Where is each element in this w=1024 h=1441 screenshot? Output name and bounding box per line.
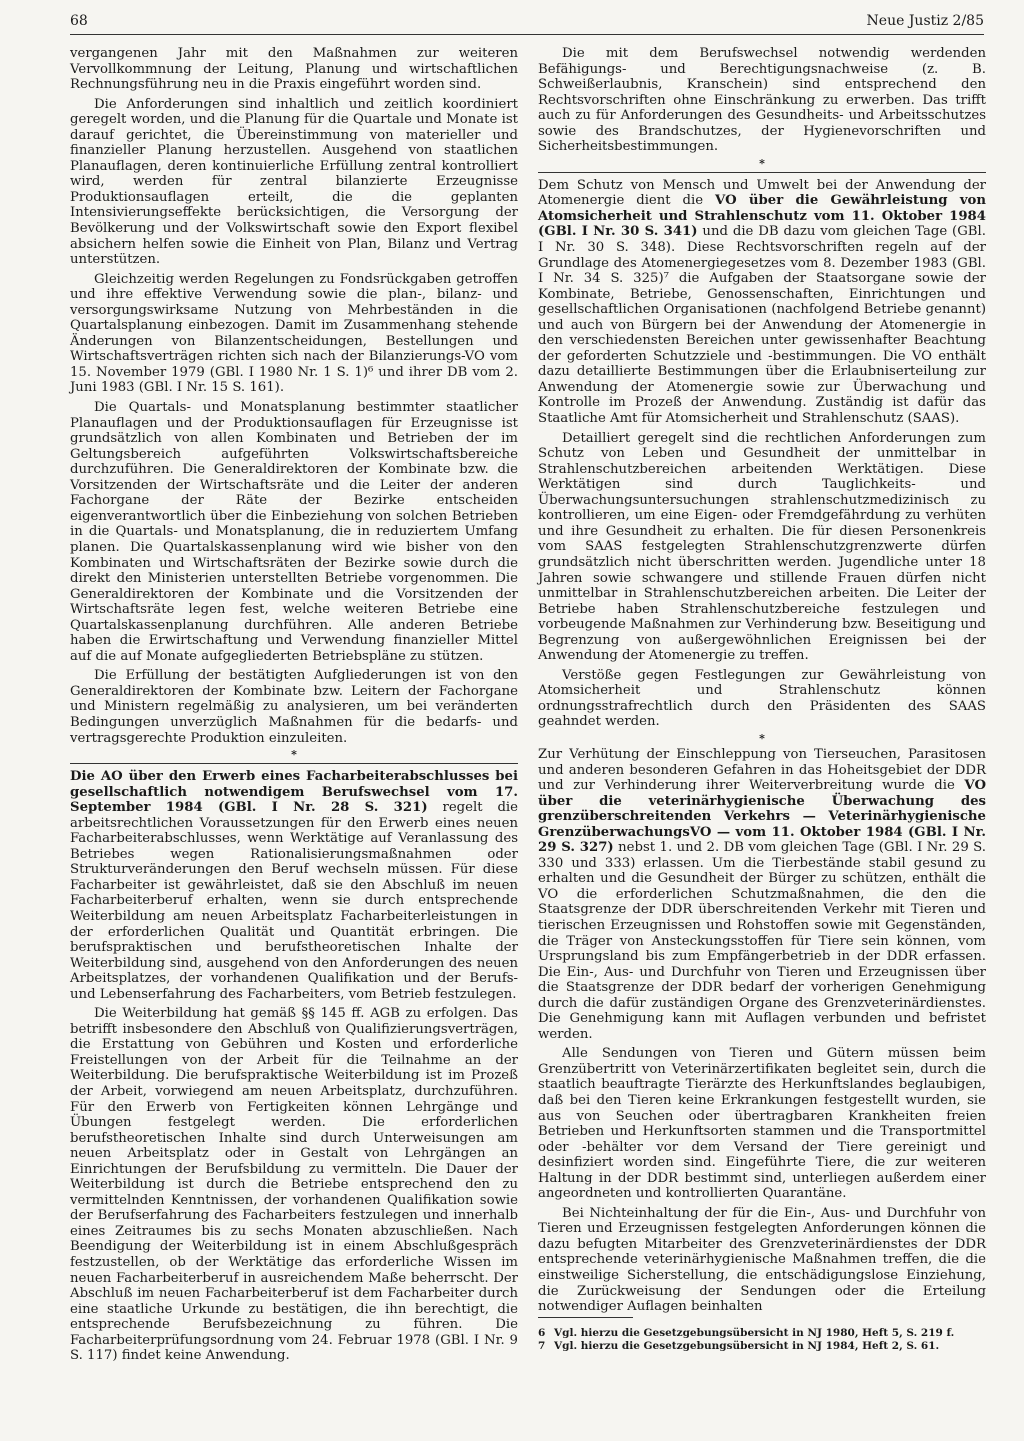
footnote-number: 7: [538, 1340, 546, 1352]
section-rule: [538, 172, 986, 173]
paragraph-text: regelt die arbeitsrechtlichen Voraussetzungen für den Erwerb eines neuen Facharbeiterabschlusses, wenn Werktätige auf Veranlassung des Betriebes wegen Rationalisierungsmaßnahmen oder Strukturveränderungen den Beruf wechseln müssen. Für diese Facharbeiter ist gewährleistet, daß sie den Abschluß im neuen Facharbeiterberuf erhalten, wenn sie durch entsprechende Weiterbildung am neuen Arbeitsplatz Facharbeiterleistungen in der erforderlichen Qualität und Quantität erbringen. Die berufspraktischen und berufstheoretischen Inhalte der Weiterbildung sind, ausgehend von den Anforderungen des neuen Arbeitsplatzes, der vorhandenen Qualifikation und der Berufs- und Lebenserfahrung des Facharbeiters, vom Betrieb festzulegen.: [70, 800, 519, 1002]
section-rule: [70, 763, 518, 764]
paragraph: Gleichzeitig werden Regelungen zu Fondsrückgaben getroffen und ihre effektive Verwendung sowie die plan-, bilanz- und versorgungswirksame Nutzung von Mehrbeständen in die Quartalsplanung einbezogen. Damit im Zusammenhang stehende Änderungen von Bilanzentscheidungen, Bestellungen und Wirtschaftsverträgen richten sich nach der Bilanzierungs-VO vom 15. November 1979 (GBl. I 1980 Nr. 1 S. 1)⁶ und ihrer DB vom 2. Juni 1983 (GBl. I Nr. 15 S. 161).: [70, 271, 518, 396]
paragraph: Die Weiterbildung hat gemäß §§ 145 ff. AGB zu erfolgen. Das betrifft insbesondere den Abschluß von Qualifizierungsverträgen, die Erstattung von Gebühren und Kosten und erforderliche Freistellungen von der Arbeit für die Teilnahme an der Weiterbildung. Die berufspraktische Weiterbildung ist im Prozeß der Arbeit, vorwiegend am neuen Arbeitsplatz, durchzuführen. Für den Erwerb von Fertigkeiten können Lehrgänge und Übungen festgelegt werden. Die erforderlichen berufstheoretischen Inhalte sind durch Unterweisungen am neuen Arbeitsplatz oder in Gestalt von Lehrgängen an Einrichtungen der Berufsbildung zu vermitteln. Die Dauer der Weiterbildung ist durch die Betriebe entsprechend den zu vermittelnden Kenntnissen, der vorhandenen Qualifikation sowie der Berufserfahrung des Facharbeiters festzulegen und innerhalb eines Zeitraumes bis zu sechs Monaten abzuschließen. Nach Beendigung der Weiterbildung ist in einem Abschlußgespräch festzustellen, ob der Werktätige das erforderliche Wissen im neuen Facharbeiterberuf in ausreichendem Maße beherrscht. Der Abschluß im neuen Facharbeiterberuf ist dem Facharbeiter durch eine staatliche Urkunde zu bestätigen, die ihn berechtigt, die entsprechende Berufsbezeichnung zu führen. Die Facharbeiterprüfungsordnung vom 24. Februar 1978 (GBl. I Nr. 9 S. 117) findet keine Anwendung.: [70, 1006, 518, 1364]
right-column: [538, 46, 986, 1315]
footnote-number: 6: [538, 1327, 546, 1339]
journal-issue: Neue Justiz 2/85: [866, 13, 984, 29]
paragraph: Die Anforderungen sind inhaltlich und zeitlich koordiniert geregelt worden, und die Planung für die Quartale und Monate ist darauf gerichtet, die Übereinstimmung von materieller und finanzieller Planung herzustellen. Ausgehend von staatlichen Planauflagen, deren kontinuierliche Erfüllung zentral kontrolliert wird, werden für zentral bilanzierte Erzeugnisse Produktionsauflagen erteilt, die die geplanten Intensivierungseffekte berücksichtigen, die Versorgung der Bevölkerung und der Volkswirtschaft sowie den Export flexibel absichern helfen sowie die Einheit von Plan, Bilanz und Vertrag unterstützen.: [70, 96, 518, 268]
paragraph-text: Zur Verhütung der Einschleppung von Tierseuchen, Parasitosen und anderen besonderen Gefahren in das Hoheitsgebiet der DDR und zur Verhinderung ihrer Weiterverbreitung wurde die: [538, 746, 986, 794]
regulation-title: Die AO über den Erwerb eines Facharbeiterabschlusses bei gesellschaftlich notwendigem Berufswechsel vom 17. September 1984 (GBl. I Nr. 28 S. 321): [70, 769, 518, 816]
paragraph-text: und die DB dazu vom gleichen Tage (GBl. I Nr. 30 S. 348). Diese Rechtsvorschriften regeln auf der Grundlage des Atomenergiegesetzes vom 8. Dezember 1983 (GBl. I Nr. 34 S. 325)⁷ die Aufgaben der Staatsorgane sowie der Kombinate, Betriebe, Genossenschaften, Einrichtungen und gesellschaftlichen Organisationen (nachfolgend Betriebe genannt) und auch von Bürgern bei der Anwendung der Atomenergie in den verschiedensten Bereichen unter gewissenhafter Beachtung der geforderten Schutzziele und -bestimmungen. Die VO enthält dazu detaillierte Bestimmungen über die Erlaubniserteilung zur Anwendung der Atomenergie sowie zur Überwachung und Kontrolle im Prozeß der Anwendung. Zuständig ist dafür das Staatliche Amt für Atomsicherheit und Strahlenschutz (SAAS).: [538, 224, 986, 427]
paragraph-text: Dem Schutz von Mensch und Umwelt bei der Anwendung der Atomenergie dient die: [538, 177, 986, 209]
section-divider-star: *: [759, 731, 765, 745]
paragraph: Detailliert geregelt sind die rechtlichen Anforderungen zum Schutz von Leben und Gesundheit der unmittelbar in Strahlenschutzbereichen arbeitenden Werktätigen. Diese Werktätigen sind durch Tauglichkeits- und Überwachungsuntersuchungen strahlenschutzmedizinisch zu kontrollieren, um eine Eigen- oder Fremdgefährdung zu verhüten und ihre Gesundheit zu erhalten. Die für diesen Personenkreis vom SAAS festgelegten Strahlenschutzgrenzwerte dürfen grundsätzlich nicht überschritten werden. Jugendliche unter 18 Jahren sowie schwangere und stillende Frauen dürfen nicht unmittelbar in Strahlenschutzbereichen arbeiten. Die Leiter der Betriebe haben Strahlenschutzbereiche festzulegen und vorbeugende Maßnahmen zur Verhinderung bzw. Beseitigung und Begrenzung von außergewöhnlichen Ereignissen bei der Anwendung der Atomenergie zu treffen.: [538, 430, 986, 664]
paragraph: Die Quartals- und Monatsplanung bestimmter staatlicher Planauflagen und der Produktionsauflagen für Erzeugnisse ist grundsätzlich von allen Kombinaten und Betrieben der im Geltungsbereich aufgeführten Volkswirtschaftsbereiche durchzuführen. Die Generaldirektoren der Kombinate bzw. die Vorsitzenden der Wirtschaftsräte und die Leiter der anderen Fachorgane der Räte der Bezirke entscheiden eigenverantwortlich über die Einbeziehung von solchen Betrieben in die Quartals- und Monatsplanung, die in reduziertem Umfang planen. Die Quartalskassenplanung wird wie bisher von den Kombinaten und Wirtschaftsräten der Bezirke sowie durch die direkt den Ministerien unterstellten Betriebe vorgenommen. Die Generaldirektoren der Kombinate und die Vorsitzenden der Wirtschaftsräte legen fest, welche weiteren Betriebe eine Quartalskassenplanung durchführen. Alle anderen Betriebe haben die Erwirtschaftung und Verwendung finanzieller Mittel auf die auf Monate aufgegliederten Betriebspläne zu stützen.: [70, 400, 518, 664]
footnote: [538, 1327, 986, 1340]
left-column: [70, 46, 518, 1364]
regulation-title: VO über die Gewährleistung von Atomsicherheit und Strahlenschutz vom 11. Oktober 1984 (GBl. I Nr. 30 S. 341): [538, 193, 986, 240]
page-number: 68: [70, 13, 88, 29]
footnote-text: Vgl. hierzu die Gesetzgebungsübersicht in NJ 1980, Heft 5, S. 219 f.: [554, 1327, 955, 1339]
paragraph: Verstöße gegen Festlegungen zur Gewährleistung von Atomsicherheit und Strahlenschutz können ordnungsstrafrechtlich durch den Präsidenten des SAAS geahndet werden.: [538, 667, 986, 730]
paragraph: vergangenen Jahr mit den Maßnahmen zur weiteren Vervollkommnung der Leitung, Planung und wirtschaftlichen Rechnungsführung neu in die Praxis eingeführt worden sind.: [70, 46, 518, 93]
regulation-title: VO über die veterinärhygienische Überwachung des grenzüberschreitenden Verkehrs — Veterinärhygienische GrenzüberwachungsVO — vom 11. Oktober 1984 (GBl. I Nr. 29 S. 327): [538, 778, 986, 856]
paragraph: Bei Nichteinhaltung der für die Ein-, Aus- und Durchfuhr von Tieren und Erzeugnissen festgelegten Anforderungen können die dazu befugten Mitarbeiter des Grenzveterinärdienstes der DDR entsprechende veterinärhygienische Maßnahmen treffen, die die einstweilige Sicherstellung, die entschädigungslose Einziehung, die Zurückweisung der Sendungen oder die Erteilung notwendiger Auflagen beinhalten: [538, 1205, 986, 1315]
paragraph: [538, 178, 986, 427]
paragraph: [538, 747, 986, 1042]
footnote-rule: [538, 1317, 633, 1318]
section-divider-star: *: [759, 156, 765, 170]
footnotes: [538, 1327, 986, 1353]
paragraph-text: nebst 1. und 2. DB vom gleichen Tage (GBl. I Nr. 29 S. 330 und 333) erlassen. Um die Tierbestände stabil gesund zu erhalten und die Gesundheit der Bürger zu schützen, enthält die VO die erforderlichen Schutzmaßnahmen, die den die Staatsgrenze der DDR überschreitenden Verkehr mit Tieren und tierischen Erzeugnissen und Rohstoffen sowie mit Gegenständen, die Träger von Ansteckungsstoffen für Tiere sein können, vom Ursprungsland bis zum Empfängerbetrieb in der DDR erfassen. Die Ein-, Aus- und Durchfuhr von Tieren und Erzeugnissen über die Staatsgrenze der DDR bedarf der vorherigen Genehmigung durch die dafür zuständigen Organe des Grenzveterinärdienstes. Die Genehmigung kann mit Auflagen verbunden und befristet werden.: [538, 840, 986, 1042]
paragraph: Die mit dem Berufswechsel notwendig werdenden Befähigungs- und Berechtigungsnachweise (z. B. Schweißerlaubnis, Kranschein) sind entsprechend den Rechtsvorschriften ohne Einschränkung zu erwerben. Das trifft auch zu für Anforderungen des Gesundheits- und Arbeitsschutzes sowie des Brandschutzes, der Hygienevorschriften und Sicherheitsbestimmungen.: [538, 46, 986, 155]
footnote: [538, 1340, 986, 1353]
paragraph: [70, 769, 518, 1002]
paragraph: Alle Sendungen von Tieren und Gütern müssen beim Grenzübertritt von Veterinärzertifikaten begleitet sein, durch die staatlich beauftragte Tierärzte des Herkunftslandes beglaubigen, daß bei den Tieren keine Erkrankungen festgestellt wurden, sie aus von Seuchen oder übertragbaren Krankheiten freien Betrieben und Herkunftsorten stammen und die Transportmittel oder -behälter vor dem Versand der Tiere gereinigt und desinfiziert worden sind. Eingeführte Tiere, die zur weiteren Haltung in der DDR bestimmt sind, unterliegen außerdem einer angeordneten und kontrollierten Quarantäne.: [538, 1046, 986, 1202]
header-rule: [70, 34, 984, 35]
paragraph: Die Erfüllung der bestätigten Aufgliederungen ist von den Generaldirektoren der Kombinate bzw. Leitern der Fachorgane und Ministern regelmäßig zu analysieren, um bei veränderten Bedingungen unverzüglich Maßnahmen für die bedarfs- und vertragsgerechte Produktion einzuleiten.: [70, 668, 518, 746]
section-divider-star: *: [291, 748, 297, 762]
footnote-text: Vgl. hierzu die Gesetzgebungsübersicht in NJ 1984, Heft 2, S. 61.: [554, 1340, 940, 1352]
